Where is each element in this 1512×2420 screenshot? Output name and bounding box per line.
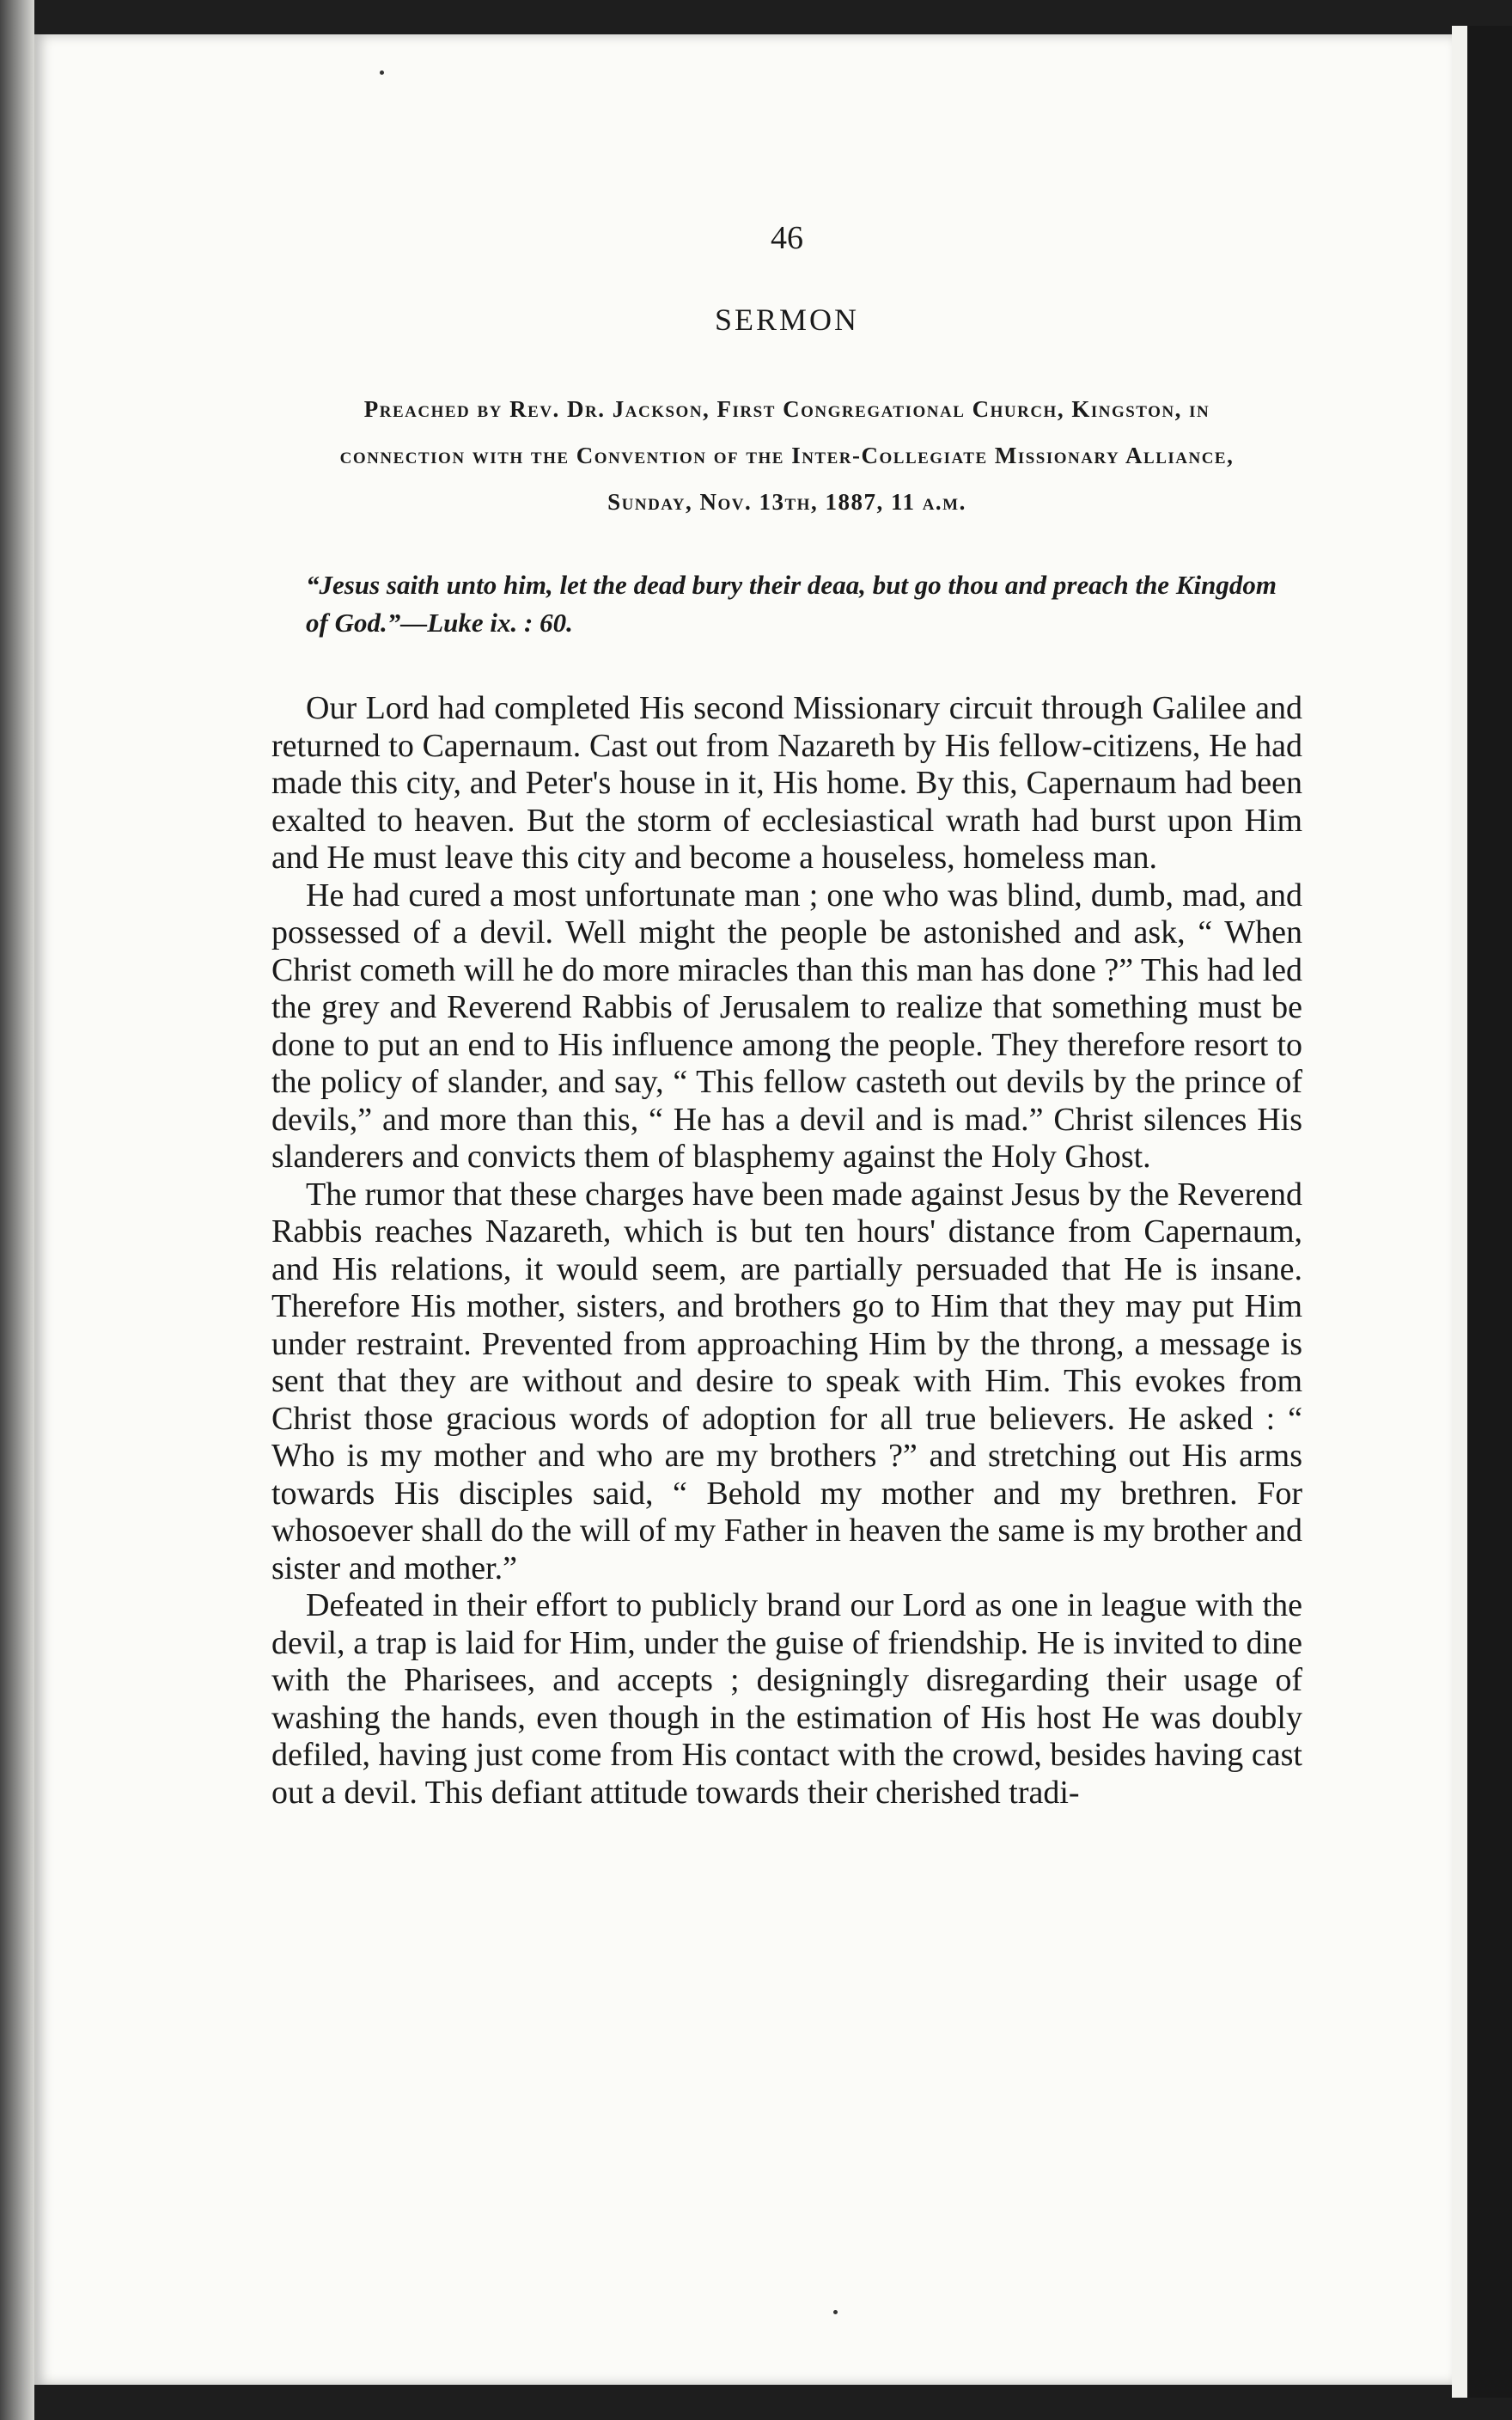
speck xyxy=(833,2310,838,2314)
sermon-subtitle: Preached by Rev. Dr. Jackson, First Congregational Church, Kingston, in connection with the Convention of the Inter-Collegiate Missionary Alliance, Sunday, Nov. 13th, 1887, 11 a.m. xyxy=(339,396,1235,515)
next-page-edge xyxy=(1452,26,1467,2398)
scripture-epigraph: “Jesus saith unto him, let the dead bury their deaa, but go thou and preach the Kingdom of God.”—Luke ix. : 60. xyxy=(306,570,1277,638)
speck xyxy=(380,70,384,75)
body-paragraph: Our Lord had completed His second Missionary circuit through Galilee and returned to Capernaum. Cast out from Nazareth by His fellow-citizens, He had made this city, and Peter's house in it, His home. By this, Capernaum had been exalted to heaven. But the storm of ecclesiastical wrath had burst upon Him and He must leave this city and become a houseless, homeless man. xyxy=(271,690,1302,876)
body-paragraph: The rumor that these charges have been made against Jesus by the Reverend Rabbis reaches Nazareth, which is but ten hours' distance from Capernaum, and His relations, it would seem, are partially persuaded that He is insane. Therefore His mother, sisters, and brothers go to Him that they may put Him under restraint. Prevented from approaching Him by the throng, a message is sent that they are without and desire to speak with Him. This evokes from Christ those gracious words of adoption for all true believers. He asked : “ Who is my mother and who are my brothers ?” and stretching out His arms towards His disciples said, “ Behold my mother and my brethren. For whosoever shall do the will of my Father in heaven the same is my brother and sister and mother.” xyxy=(271,1176,1303,1586)
scan-border xyxy=(1467,26,1512,2398)
body-paragraph: He had cured a most unfortunate man ; one who was blind, dumb, mad, and possessed of a devil. Well might the people be astonished and ask, “ When Christ cometh will he do more miracles than this man has done ?” This had led the grey and Reverend Rabbis of Jerusalem to realize that something must be done to put an end to His influence among the people. They therefore resort to the policy of slander, and say, “ This fellow casteth out devils by the prince of devils,” and more than this, “ He has a devil and is mad.” Christ silences His slanderers and convicts them of blasphemy against the Holy Ghost. xyxy=(271,877,1302,1175)
page-number: 46 xyxy=(771,220,803,256)
book-binding xyxy=(0,0,34,2420)
page-content xyxy=(271,219,1302,1812)
page-title: SERMON xyxy=(714,302,860,337)
body-paragraph: Defeated in their effort to publicly brand our Lord as one in league with the devil, a trap is laid for Him, under the guise of friendship. He is invited to dine with the Pharisees, and accepts ; designingly disregarding their usage of washing the hands, even though in the estimation of His host He was doubly defiled, having just come from His contact with the crowd, besides having cast out a devil. This defiant attitude towards their cherished tradi- xyxy=(271,1587,1302,1811)
